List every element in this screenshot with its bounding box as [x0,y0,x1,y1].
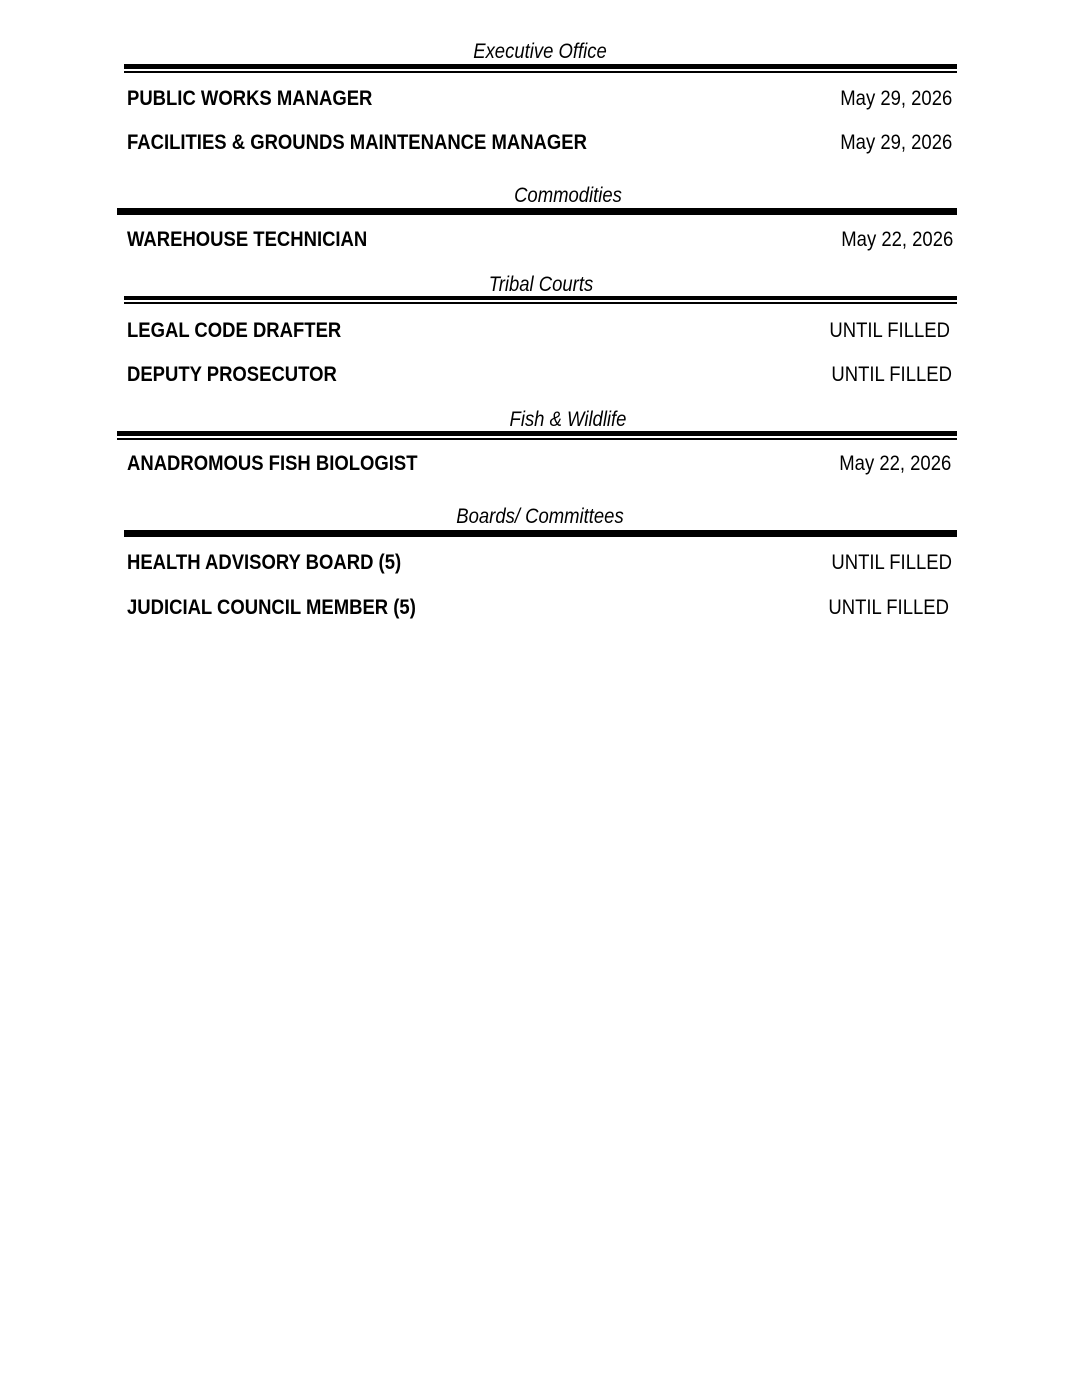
position-title: WAREHOUSE TECHNICIAN [127,228,368,251]
section-title-executive-office: Executive Office [473,40,607,63]
section-title-commodities: Commodities [514,184,622,207]
section-divider-thick [124,296,957,300]
section-title-fish-wildlife: Fish & Wildlife [509,408,627,431]
section-divider-thick [117,431,957,436]
closing-date: May 29, 2026 [840,87,952,110]
position-title: JUDICIAL COUNCIL MEMBER (5) [127,596,416,619]
closing-date: UNTIL FILLED [829,319,950,342]
section-divider-thick [124,64,957,69]
closing-date: May 22, 2026 [841,228,953,251]
position-title: PUBLIC WORKS MANAGER [127,87,373,110]
closing-date: UNTIL FILLED [831,363,952,386]
position-title: FACILITIES & GROUNDS MAINTENANCE MANAGER [127,131,587,154]
section-divider-thin [117,438,957,440]
section-divider-thick [117,208,957,215]
closing-date: May 22, 2026 [839,452,951,475]
position-title: LEGAL CODE DRAFTER [127,319,342,342]
closing-date: UNTIL FILLED [828,596,949,619]
position-title: HEALTH ADVISORY BOARD (5) [127,551,402,574]
section-title-boards-committees: Boards/ Committees [456,505,624,528]
position-title: DEPUTY PROSECUTOR [127,363,337,386]
section-divider-thick [124,530,957,537]
closing-date: UNTIL FILLED [831,551,952,574]
section-divider-thin [124,71,957,73]
closing-date: May 29, 2026 [840,131,952,154]
section-title-tribal-courts: Tribal Courts [488,273,594,296]
section-divider-thin [124,302,957,304]
position-title: ANADROMOUS FISH BIOLOGIST [127,452,418,475]
